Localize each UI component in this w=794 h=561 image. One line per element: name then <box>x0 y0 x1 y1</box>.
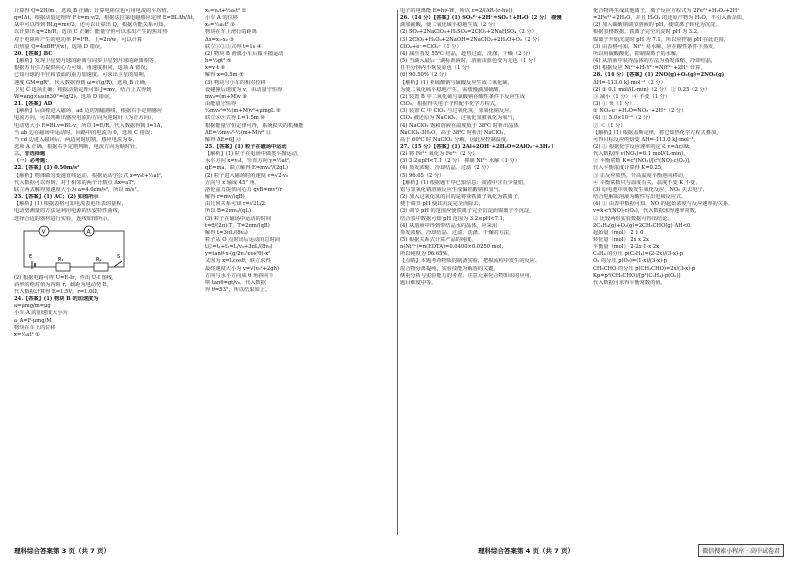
text-line: 由能量守恒得 <box>205 101 237 108</box>
text-line: (3) 调节 pH 的范围应使铁离子完全沉淀而镍离子不沉淀， <box>400 208 535 215</box>
text-line: 代入数据可以得到，对于相邻的两个计数点 Δx=aT²， <box>14 179 140 186</box>
text-line: 22.【答案】(1) 0.50m/s² <box>14 165 80 172</box>
text-line: 选项 A 正确，根据右手定则判断，电流方向为顺时针。 <box>14 143 141 150</box>
text-line: 平衡量（mol） 2-2x 1-x 2x <box>593 244 660 251</box>
text-line: 卫星 C 选项正确；根据动量定理可知 J=mv，结合上式得到 <box>14 86 152 93</box>
text-line: ④ 平衡常数只与温度有关，温度不变 K 不变， <box>593 179 701 186</box>
text-line: (2) 装置 B 中二氧化硫与氯酸钠在酸性条件下反应生成 <box>400 93 526 100</box>
text-line: 以计算出 q=2h/R，选项 C 正确；能量守恒可以求出产生的焦耳热 <box>14 29 168 36</box>
text-line: 2C₂H₄(g)+O₂(g)=2CH₃CHO(g) ΔH<0 <box>593 222 691 229</box>
text-line: (4) 从溶液中获得晶体的方法为蒸发浓缩、冷却结晶， <box>593 58 717 65</box>
text-line: 联立⑧⑨式得 L=1.5m ⑩ <box>205 115 266 122</box>
text-line: ClO₂ 被还原为 NaClO₂，过氧化氢被氧化为氧气， <box>400 115 518 122</box>
text-line: (2) ① 0.1 mol/(L·min)（2 分） ② 0.25（2 分） <box>593 86 710 93</box>
text-line: 27.（15 分）【答案】(1) 2Al+2OH⁻+2H₂O=2AlO₂⁻+3H₂↑ <box>400 143 555 150</box>
text-line: 已知月球的半径和表面的重力加速度，可求出卫星的周期， <box>14 72 149 79</box>
text-line: 最终速度大小为 v=√(v₀²+2gh) <box>205 265 279 272</box>
text-line: 电动势大小 E=BLv=BL·v，所以 I=E/R，代入数据得到 I=1A， <box>14 122 166 129</box>
text-line: 25.【答案】(1) 粒子在磁场中运动 <box>205 143 287 150</box>
text-line: 小车 A 的位移 <box>205 15 238 22</box>
text-line: 20.【答案】BC <box>14 50 53 57</box>
circuit-label: V <box>41 228 46 236</box>
text-line: x₂=½a₂t² ② <box>205 22 236 29</box>
text-line: 【解析】物体做匀变速直线运动，根据运动学公式 x=v₀t+½at²， <box>14 172 166 179</box>
text-line: v=k·c²(NO)·c(O₂)，代入数据求得速率常数， <box>593 208 701 215</box>
text-line: ΔH=-113.0 kJ·mol⁻¹（2 分） <box>593 79 666 86</box>
text-line: 解得 t=3πL/(8v₀) <box>205 229 248 236</box>
text-line: (4) ① 由表中数据可知，NO 的起始浓度与反应速率的关系， <box>593 201 734 208</box>
circuit-label: R₂ <box>96 256 102 263</box>
text-line: (5) 96.65（2 分） <box>400 172 445 179</box>
footer-left: 理科综合答案第 3 页（共 7 页） <box>14 547 111 555</box>
text-line: 镍离子开始沉淀时 pH 为 7.1，所以应控制 pH 在此范围， <box>593 36 729 43</box>
text-line: 由几何关系可知 r=√2L/2 <box>205 201 265 208</box>
text-line: 代入数据得 v(NO₂)=0.1 mol/(L·min)， <box>593 151 689 158</box>
text-line: 【解析】(1) 根据表格可知电流表电压表的量程， <box>14 201 127 208</box>
watermark-badge: 微信搜索小程序 · 高中试卷君 <box>698 544 784 557</box>
text-line: 根据表格数据，铁离子完全沉淀时 pH 为 3.2， <box>593 29 703 36</box>
text-line: (2) SO₂+2NaClO₃+H₂SO₄=2ClO₂+2NaHSO₄（2 分） <box>400 29 537 36</box>
text-line: n(Ni²⁺)=n(EDTA)=0.0400×0.0250 mol， <box>400 244 507 251</box>
text-line: 滴加硫酸，使二氧化硫平稳地生成（2 分） <box>400 22 499 29</box>
text-line: 电子的电离能 E=hν-W，所以 c=2/(ΔR·(c-hν)) <box>400 8 513 14</box>
text-line: Kp=p²(CH₃CHO)/[p²(C₂H₄)·p(O₂)] <box>593 272 681 279</box>
text-line: (2) 加入碳酸钠调节溶液的 pH，使铁离子转化为沉淀， <box>593 22 721 29</box>
circuit-diagram <box>14 225 200 273</box>
text-line: (2) 加入过氧化氢的目的是将亚铁离子氧化为铁离子， <box>400 194 524 201</box>
text-line: (3) 2ClO₂+H₂O₂+2NaOH=2NaClO₂+2H₂O+O₂（2 分） <box>400 36 543 43</box>
text-line: 代入平衡浓度计算得 K=0.25， <box>593 165 667 172</box>
text-line: 粒子从 O 点射出后运动的总时间 <box>205 237 280 243</box>
text-line: CH₃CHO 的分压 p(CH₃CHO)=2x/(3-x)·p <box>593 265 696 272</box>
text-line: (3) ① 负（1 分） <box>593 101 635 108</box>
text-line: NaClO₂·3H₂O，高于 38℃ 时析出 NaClO₂， <box>400 129 509 136</box>
text-line: (4) 蒸发浓缩、冷却结晶、过滤（2 分） <box>400 165 492 172</box>
text-line: 题目难度中等。 <box>400 279 437 286</box>
column-1 <box>14 8 200 537</box>
text-line: (2) ① 根据化学反应速率的定义 v=Δc/Δt， <box>593 143 695 150</box>
footer-right: 理科综合答案第 4 页（共 7 页） <box>478 547 575 555</box>
text-line: O₂ 的分压 p(O₂)=(1-x)/(3-x)·p <box>593 258 668 265</box>
text-line: （一）必考题： <box>14 158 51 165</box>
text-line: (3) 由表格可知，Ni²⁺ 易水解，应在酸性条件下蒸发， <box>593 43 719 50</box>
text-line: 解得 x=0.5m ⑦ <box>205 72 244 79</box>
text-line: 得 θ=53°，所以结果如上。 <box>205 287 271 294</box>
text-line: ② 平衡常数 K=c²(NO₂)/[c²(NO)·c(O₂)]， <box>593 158 695 165</box>
text-line: (5) 根据反应 Ni²⁺+H₂Y²⁻=NiY²⁻+2H⁺ 计算， <box>593 65 706 72</box>
text-line: 物块在车上的位移 <box>14 324 56 331</box>
text-line: 【解析】(1) 根据题干中已知信息：废渣中含有少量铝， <box>400 179 529 186</box>
text-line: 21.【答案】AD <box>14 101 53 108</box>
text-line: t总=t₁+t₂=L/v₀+3πL/(8v₀) <box>205 244 273 251</box>
text-line: 23.【答案】(1) AC；(2) 如图所示 <box>14 194 99 201</box>
text-line: (3) 原电池中负极发生氧化反应，NO₂ 失去电子， <box>593 186 708 193</box>
text-line: 【解析】(1) 根据盖斯定律，将已知热化学方程式叠加， <box>593 129 722 136</box>
text-line: (2) 将 Fe²⁺ 氧化为 Fe³⁺（2 分） <box>400 151 478 158</box>
text-line: 所以纯度为 96.65%。 <box>400 251 453 258</box>
page-divider <box>397 10 398 535</box>
column-4 <box>593 8 783 537</box>
text-line: 【解析】发现卫星到月球的距离与同步卫星到月球的距离相等， <box>14 58 160 65</box>
text-line: a=μmg/m=μg <box>14 303 51 310</box>
text-line: a_A=F-μmg/M <box>14 317 52 324</box>
column-3 <box>400 8 588 537</box>
text-line: (4) NaClO₂ 饱和溶液在温度低于 38℃ 时析出晶体 <box>400 122 519 129</box>
text-line: 电动势测量的方法是利用电源的伏安特性曲线， <box>14 208 123 215</box>
text-line: ③ 正反应放热，升高温度平衡逆向移动， <box>593 172 689 179</box>
text-line: 铝与氢氧化钠溶液反应生成偏铝酸钠和氢气， <box>400 186 504 193</box>
text-line: 起始量（mol） 2 1 0 <box>593 229 644 236</box>
column-2 <box>205 8 391 537</box>
text-line: ③ 减小（1 分） ④ 不变（1 分） <box>593 93 671 100</box>
text-line: y=tanθ·x-(g/2v₀²cos²θ)·x² <box>205 251 271 258</box>
text-line: 出热量 Q=4πBR²/(w)，选项 D 错误。 <box>14 43 106 50</box>
text-line: 代入数据计算得 E=1.5V，r=1.0Ω， <box>14 289 102 295</box>
text-line: ClO₂，根据得失电子守恒配平化学方程式， <box>400 101 501 108</box>
resistor-r1 <box>56 263 70 271</box>
text-line: 方向与水平方向成 θ 角斜向下 <box>205 272 274 279</box>
text-line: (4) ① 5.0×10⁻⁴（2 分） <box>593 115 654 122</box>
text-line: ClO₂+e⁻=ClO₂⁻（1 分） <box>400 43 462 50</box>
text-line: 又因为 x=Lcosθ，联立求得 <box>205 258 271 265</box>
circuit-label: E <box>29 253 33 260</box>
text-line: W=ang×ωsin30°=(g/2)，选项 D 错误。 <box>14 93 115 100</box>
text-line: 蒸发浓缩、冷却结晶、过滤、洗涤、干燥的方法， <box>400 229 515 236</box>
text-line: 混合物分离提纯、实验技能为解答的关键， <box>400 265 499 272</box>
text-line: 从中可以得到 BLq=mv/2，还可以计算出 Q，根据功能关系可知， <box>14 22 169 29</box>
text-line: (3) 3.2≤pH<7.1（2 分） 抑制 Ni²⁺ 水解（1 分） <box>400 158 520 165</box>
text-line: (4) 从溶液中得到带结晶水的晶体，应采用 <box>400 222 498 229</box>
text-line: 且半分钟内不恢复原色（1 分） <box>400 65 473 72</box>
text-line: 物块在车上滑行的距离 <box>205 29 257 36</box>
text-line: 斜率的绝对值为内阻 r，截距为电动势 E， <box>14 281 112 288</box>
text-line: (2) 粒子进入磁场时的速度 v=√2·v₀ <box>205 172 289 179</box>
text-line: 所以 B=2mv₀/(qL) <box>205 208 251 215</box>
text-line: 26.（14 分）【答案】(1) SO₃²⁻+2H⁺=SO₂↑+H₂O（2 分） 缓慢 <box>400 15 562 22</box>
text-line: 【解析】(1) 亚硫酸钠与硫酸反应生成二氧化硫， <box>400 79 513 86</box>
text-line: ΔE=½mv₀²-½(m+M)v² ⑪ <box>205 129 272 136</box>
text-line: ② ＜（1 分） <box>593 122 626 129</box>
text-line: (3) 粒子在磁场中运动的时间 <box>205 215 272 222</box>
text-line: 则 tanθ=gt/v₀，代入数据 <box>205 279 266 286</box>
text-line: 为使二氧化硫平稳地产生，需缓慢滴加硫酸， <box>400 86 504 93</box>
text-line: 洛伦兹力提供向心力 qvB=mv²/r <box>205 186 282 193</box>
text-line: 当 cd 边进入磁场后，两边同时切割，感应电流为零， <box>14 136 138 143</box>
text-line: (2) 根据电路可得 U=E-Ir，作出 U-I 图线， <box>14 274 118 281</box>
text-line: (5) 根据关系式计算产品的纯度， <box>400 237 477 243</box>
text-line: 方向与 x 轴成 45° 角， <box>205 179 261 186</box>
text-line: 当 ab 边在磁场中运动时，回路中的电流为 0，选项 C 错误； <box>14 129 156 136</box>
text-line: 结合表中数据可知 pH 范围为 3.2≤pH<7.1， <box>400 215 509 222</box>
text-line: ② 比较两组实验数据可得出结论。 <box>593 215 673 222</box>
circuit-label: S <box>117 253 121 260</box>
text-line: 对于电阻所产生的电功率 P=I²R，上=2π/w，可以计算 <box>14 36 143 43</box>
text-line: Δx=x₁-x₂ ③ <box>205 36 235 43</box>
text-line: 转化量（mol） 2x x 2x <box>593 237 649 243</box>
text-line: 高于 60℃ 时 NaClO₂ 分解，因此应控制温度。 <box>400 136 512 143</box>
text-line: x₁=v₀t+½a₁t² ① <box>205 8 247 14</box>
text-line: 小车 A 的加速度大小为 <box>14 310 68 317</box>
text-line: 根据万有引力提供向心力可知，角速度相同，选项 A 错误； <box>14 65 151 72</box>
text-line: 联立两式解得加速度大小为 a=4.0cm/s²，所以 m/s²。 <box>14 186 142 193</box>
text-line: 设碰撞后速度为 v，由动量守恒得 <box>205 86 283 93</box>
text-line: (6) 90.50%（2 分） <box>400 72 450 79</box>
text-line: 化合物再生成其他离子，离子反应方程式为 2Fe²⁺+H₂O₂+2H⁺ <box>593 8 740 14</box>
text-line: 解得 r=mv/(qB) <box>205 194 245 201</box>
text-line: 选择合适的器材进行实验，连线如图所示。 <box>14 215 113 222</box>
text-line: 结合电解质溶液为酸性写出电极反应式， <box>593 194 687 201</box>
text-line: (3) 物块与小车的相对位移 <box>205 79 266 86</box>
text-line: 24.【答案】(1) 物块 B 的加速度为 <box>14 296 99 303</box>
text-line: 侧重分析与实验能力的考查，注意元素化合物知识的应用， <box>400 272 535 279</box>
text-line: 所以用硫酸酸化，抑制镍离子的水解， <box>593 50 682 57</box>
resistor-r2 <box>94 263 108 271</box>
text-line: ② NO₂-e⁻+H₂O=NO₃⁻+2H⁺（2 分） <box>593 108 687 115</box>
text-line: 三、非选择题 <box>14 151 46 158</box>
text-line: 【解析】后面棒进入磁场，ad 边切割磁感线，根据右手定则感应 <box>14 108 163 115</box>
text-line: (2) 物块 B 滑离小车后做平抛运动 <box>205 50 284 57</box>
text-line: ½mv₀²=½(m+M)v²+μmgL ⑨ <box>205 108 281 115</box>
text-line: 28.（14 分）【答案】(1) 2NO(g)+O₂(g)=2NO₂(g) <box>593 72 725 79</box>
text-line: 代入数据可求得平衡常数的值。 <box>593 279 666 286</box>
text-line: mv₀=(m+M)v ⑧ <box>205 93 248 100</box>
text-line: 水平方向 x=v₀t，竖直方向 y=½at²， <box>205 158 295 165</box>
text-line: 【解析】(1) 粒子在电场中做类平抛运动， <box>205 151 303 158</box>
text-line: x=½at² ① <box>14 331 40 338</box>
text-line: C₂H₄ 的分压 p(C₂H₄)=(2-2x)/(3-x)·p <box>593 251 683 258</box>
text-line: x=v·t ⑥ <box>205 65 226 72</box>
circuit-label: A <box>86 228 91 236</box>
text-line: 可得目标反应的焓变 ΔH=-113.0 kJ·mol⁻¹， <box>593 136 699 143</box>
text-line: 计算得 Q=2H/m ，选项 B 正确；计算电阻位也可用电流的平均值， <box>14 8 172 14</box>
text-line: 解得 ΔE=6J ⑫ <box>205 136 242 143</box>
text-line: 【点睛】本题考查物质的制备实验，把握流程中发生的反应、 <box>400 258 541 265</box>
text-line: 根据能量守恒定律可得，系统损失的机械能 <box>205 122 304 129</box>
text-line: 速度 GM=gR²，代入数据得到 ω=√(g/R)，选项 B 正确， <box>14 79 151 86</box>
text-line: (5) 当滴入最后一滴标准液时，溶液由蓝色变为无色（1 分） <box>400 58 539 65</box>
text-line: q=IΔt，根据动量定理得 F·t=m·v/2，根据法拉第电磁感应定律 E=BLΔh/Δt， <box>14 15 199 22</box>
text-line: (3) 装置 C 中 ClO₂ 与过氧化氢、氢氧化钠反应， <box>400 108 515 115</box>
text-line: 联立①②③式得 t=1s ④ <box>205 43 262 50</box>
text-line: =2Fe³⁺+2H₂O，并且 H₂O₂ 的还原产物为 H₂O，不引入新杂质， <box>593 15 748 22</box>
text-line: qE=ma，联立解得 E=mv₀²/(2qL) <box>205 165 289 172</box>
text-line: h=½gt² ⑤ <box>205 58 232 65</box>
text-line: (4) 减压蒸发 55℃ 结晶，趁热过滤，洗涤，干燥（2 分） <box>400 50 534 57</box>
text-line: 电流方向，可以判断出感应电流的方向为逆时针（为正方向）， <box>14 115 157 122</box>
circuit-label: R₁ <box>58 256 64 263</box>
text-line: 便于调节 pH 使其沉淀完全而除去， <box>400 201 484 208</box>
text-line: t=θ/(2π)·T，T=2πm/(qB) <box>205 222 270 229</box>
